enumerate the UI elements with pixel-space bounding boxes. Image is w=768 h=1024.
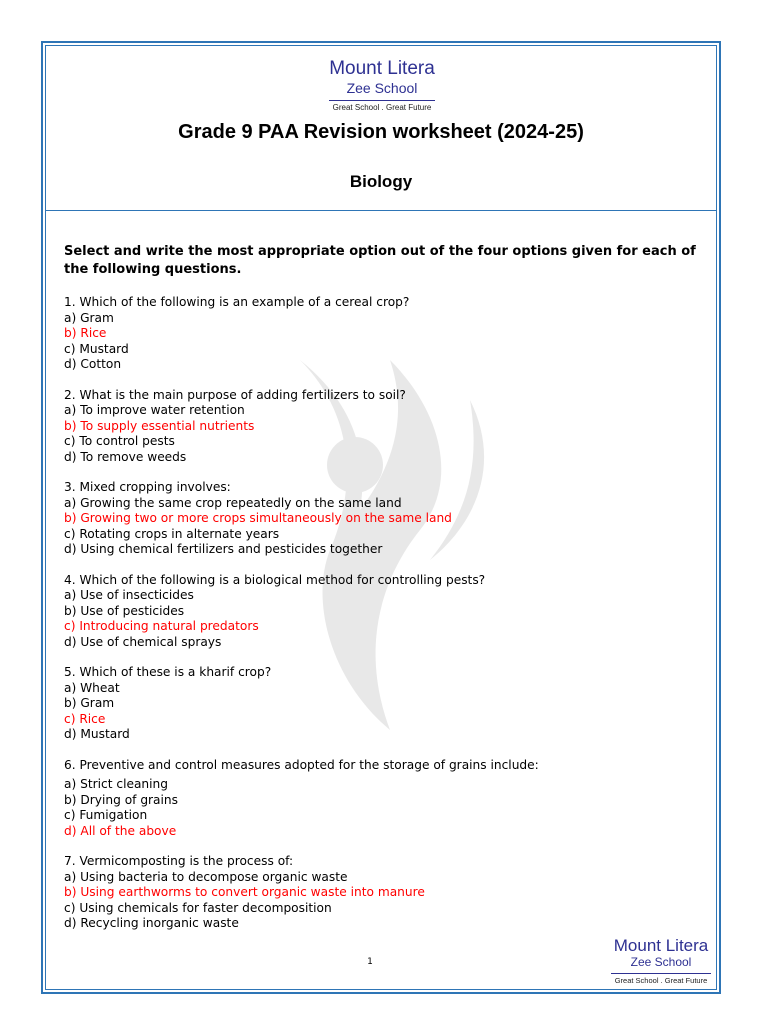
correct-option: b) Growing two or more crops simultaneously on the same land: [64, 511, 452, 525]
option: d) Use of chemical sprays: [64, 634, 222, 649]
option: d) Using chemical fertilizers and pesticides together: [64, 542, 383, 556]
correct-option: c) Introducing natural predators: [64, 619, 259, 633]
option: c) Using chemicals for faster decomposition: [64, 900, 332, 915]
correct-option: d) All of the above: [64, 823, 177, 838]
option: d) To remove weeds: [64, 449, 187, 464]
question-7: [64, 854, 704, 932]
school-subname-footer: Zee School: [630, 955, 692, 969]
page-number: 1: [367, 957, 373, 967]
question-text: 1. Which of the following is an example of a cereal crop?: [64, 295, 410, 309]
school-logo-header: [304, 58, 460, 115]
option: c) Rotating crops in alternate years: [64, 526, 280, 541]
school-tagline-footer: Great School . Great Future: [611, 973, 712, 986]
question-1: [64, 295, 704, 373]
option: b) Gram: [64, 696, 115, 710]
question-text: 6. Preventive and control measures adopted for the storage of grains include:: [64, 757, 539, 772]
option: a) Using bacteria to decompose organic waste: [64, 869, 348, 884]
school-tagline: Great School . Great Future: [329, 100, 436, 114]
question-text: 2. What is the main purpose of adding fertilizers to soil?: [64, 387, 406, 402]
instructions: Select and write the most appropriate option out of the four options given for each of the following questions.: [64, 244, 696, 277]
option: a) Gram: [64, 310, 114, 325]
question-2: [64, 388, 704, 466]
option: a) Strict cleaning: [64, 777, 168, 791]
option: c) Mustard: [64, 341, 129, 356]
question-text: 3. Mixed cropping involves:: [64, 480, 231, 494]
correct-option: b) Rice: [64, 326, 107, 340]
option: b) Use of pesticides: [64, 603, 185, 618]
question-text: 5. Which of these is a kharif crop?: [64, 665, 272, 679]
option: d) Mustard: [64, 727, 130, 741]
question-3: [64, 480, 704, 558]
option: a) To improve water retention: [64, 403, 245, 417]
question-text: 4. Which of the following is a biological method for controlling pests?: [64, 572, 486, 587]
correct-option: b) To supply essential nutrients: [64, 418, 255, 433]
question-6: [64, 758, 704, 840]
question-5: [64, 665, 704, 743]
option: c) Fumigation: [64, 808, 148, 822]
option: d) Recycling inorganic waste: [64, 916, 239, 930]
subject-title: Biology: [349, 172, 413, 191]
school-subname: Zee School: [346, 80, 418, 96]
question-list: [64, 295, 704, 932]
correct-option: c) Rice: [64, 711, 106, 726]
option: d) Cotton: [64, 357, 122, 371]
question-4: [64, 573, 704, 651]
option: a) Wheat: [64, 680, 120, 695]
question-text: 7. Vermicomposting is the process of:: [64, 854, 294, 868]
option: b) Drying of grains: [64, 792, 178, 807]
school-logo-footer: [606, 936, 716, 988]
worksheet-content: [64, 243, 704, 947]
correct-option: b) Using earthworms to convert organic waste into manure: [64, 885, 425, 899]
school-name-footer: Mount Litera: [613, 936, 709, 955]
header-divider: [45, 210, 717, 211]
option: c) To control pests: [64, 434, 175, 448]
option: a) Use of insecticides: [64, 588, 194, 602]
option: a) Growing the same crop repeatedly on the same land: [64, 495, 402, 510]
school-name: Mount Litera: [329, 58, 435, 79]
worksheet-title: Grade 9 PAA Revision worksheet (2024-25): [178, 121, 584, 143]
